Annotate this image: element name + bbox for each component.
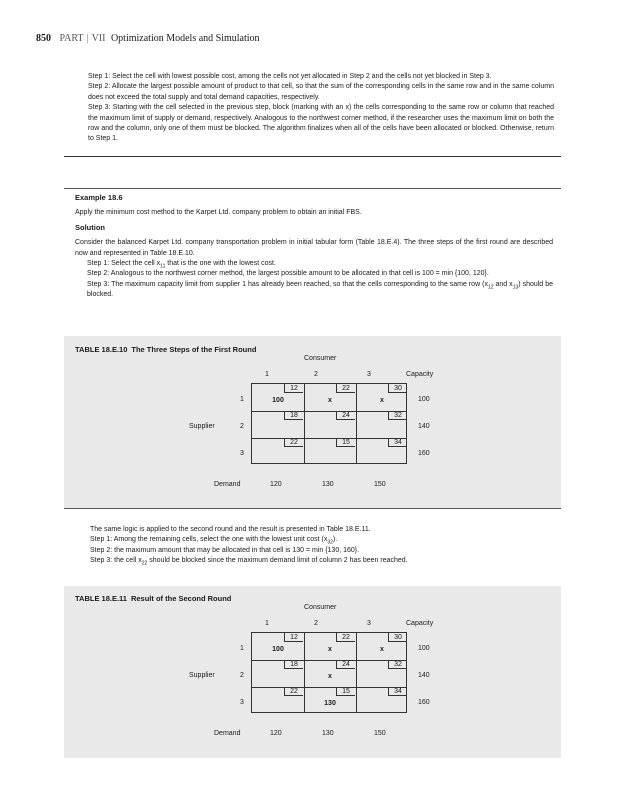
algorithm-step-3: Step 3: Starting with the cell selected in the previous step, block (marking with an x) the cells corresponding to the same row or column that reached the maximum limit of supply or demand, respectively. Analogous to the northwest corner method, if the researcher uses the maximum limit on both the row and the column, only one of them must be blocked. The algorithm finalizes when all of the cells have been allocated or blocked. Otherwise, return to Step 1.: [88, 104, 554, 143]
unit-cost: 12: [284, 384, 303, 393]
second-round-intro: The same logic is applied to the second round and the result is presented in Table 18.E.11.: [90, 526, 371, 533]
unit-cost: 18: [284, 660, 303, 669]
demand-value: 130: [322, 730, 334, 737]
column-header: 2: [314, 371, 318, 378]
demand-value: 130: [322, 481, 334, 488]
grid-row-line: [252, 438, 406, 439]
column-header: 2: [314, 620, 318, 627]
demand-value: 120: [270, 481, 282, 488]
unit-cost: 32: [388, 411, 407, 420]
capacity-value: 160: [418, 699, 430, 706]
demand-value: 150: [374, 481, 386, 488]
algorithm-step-1: Step 1: Select the cell with lowest possible cost, among the cells not yet allocated in Step 2 and the cells not yet blocked in Step 3.: [88, 73, 492, 80]
row-header: 2: [240, 423, 244, 430]
capacity-value: 140: [418, 423, 430, 430]
unit-cost: 15: [336, 438, 355, 447]
demand-value: 120: [270, 730, 282, 737]
header-separator: |: [86, 33, 89, 44]
second-round-step-2: Step 2: the maximum amount that may be allocated in that cell is 130 = min {130, 160}.: [90, 546, 360, 554]
table-18-e-11-caption: TABLE 18.E.11 Result of the Second Round: [75, 594, 232, 603]
cost-grid: [251, 383, 407, 464]
unit-cost: 24: [336, 660, 355, 669]
capacity-value: 160: [418, 450, 430, 457]
section-rule: [64, 156, 561, 157]
allocation-value: 130: [324, 700, 336, 707]
allocation-value: 100: [272, 397, 284, 404]
column-header: 3: [367, 371, 371, 378]
solution-step-2: Step 2: Analogous to the northwest corner method, the largest possible amount to be allocated in that cell is 100 = min {100, 120}.: [87, 270, 489, 278]
demand-value: 150: [374, 730, 386, 737]
example-top-rule: [64, 188, 561, 189]
part-title: Optimization Models and Simulation: [110, 33, 260, 44]
second-round-step-1: Step 1: Among the remaining cells, select the one with the lowest unit cost $(x_{32})$.: [90, 536, 338, 546]
row-header: 2: [240, 672, 244, 679]
unit-cost: 22: [336, 384, 355, 393]
column-header: 1: [265, 620, 269, 627]
example-statement: Apply the minimum cost method to the Karpet Ltd. company problem to obtain an initial FBS.: [75, 209, 362, 217]
solution-intro: Consider the balanced Karpet Ltd. company transportation problem in initial tabular form (Table 18.E.4). The three steps of the first round are described now and represented in Table 18.E.10.: [75, 239, 553, 257]
blocked-cell-mark: x: [380, 397, 384, 404]
capacity-value: 100: [418, 396, 430, 403]
blocked-cell-mark: x: [328, 646, 332, 653]
demand-label: Demand: [214, 481, 241, 488]
part-number: VII: [91, 33, 106, 44]
cost-grid: [251, 632, 407, 713]
demand-label: Demand: [214, 730, 241, 737]
unit-cost: 34: [388, 438, 407, 447]
capacity-value: 140: [418, 672, 430, 679]
column-header: 3: [367, 620, 371, 627]
algorithm-step-2: Step 2: Allocate the largest possible amount of product to that cell, so that the sum of the corresponding cells in the same row and in the same column does not exceed the total supply and total demand capacities, respectively.: [88, 83, 554, 101]
supplier-label: Supplier: [189, 423, 215, 430]
grid-row-line: [252, 660, 406, 661]
page-number: 850: [36, 33, 51, 44]
row-header: 1: [240, 396, 244, 403]
column-header: 1: [265, 371, 269, 378]
unit-cost: 22: [284, 687, 303, 696]
running-header: [36, 33, 260, 44]
row-header: 1: [240, 645, 244, 652]
unit-cost: 30: [388, 384, 407, 393]
second-round-text: [90, 525, 550, 567]
unit-cost: 22: [284, 438, 303, 447]
capacity-label: Capacity: [406, 620, 434, 627]
supplier-label: Supplier: [189, 672, 215, 679]
part-label: PART: [59, 33, 84, 44]
grid-column-line: [304, 633, 305, 712]
example-block: [75, 193, 553, 301]
unit-cost: 24: [336, 411, 355, 420]
transport-table-1: [0, 355, 625, 495]
blocked-cell-mark: x: [328, 397, 332, 404]
blocked-cell-mark: x: [380, 646, 384, 653]
grid-column-line: [356, 384, 357, 463]
row-header: 3: [240, 450, 244, 457]
grid-column-line: [304, 384, 305, 463]
table-18-e-10-caption: TABLE 18.E.10 The Three Steps of the First Round: [75, 345, 257, 354]
unit-cost: 22: [336, 633, 355, 642]
row-header: 3: [240, 699, 244, 706]
allocation-value: 100: [272, 646, 284, 653]
blocked-cell-mark: x: [328, 673, 332, 680]
table-18-e-10-bottom-rule: [64, 508, 561, 509]
algorithm-steps: [88, 72, 554, 145]
transport-table-2: [0, 604, 625, 744]
grid-row-line: [252, 687, 406, 688]
solution-step-3: Step 3: The maximum capacity limit from supplier 1 has already been reached, so that the cells corresponding to the same row ($x_{12}$ and $x_{13}$) should be blocked.: [87, 280, 553, 299]
unit-cost: 34: [388, 687, 407, 696]
capacity-value: 100: [418, 645, 430, 652]
solution-heading: Solution: [75, 222, 105, 232]
unit-cost: 30: [388, 633, 407, 642]
capacity-label: Capacity: [406, 371, 434, 378]
solution-step-1: Step 1: Select the cell $x_{11}$ that is the one with the lowest cost.: [87, 260, 276, 270]
grid-column-line: [356, 633, 357, 712]
unit-cost: 15: [336, 687, 355, 696]
unit-cost: 18: [284, 411, 303, 420]
unit-cost: 32: [388, 660, 407, 669]
grid-row-line: [252, 411, 406, 412]
consumer-label: Consumer: [304, 355, 337, 362]
example-heading: Example 18.6: [75, 193, 123, 202]
unit-cost: 12: [284, 633, 303, 642]
consumer-label: Consumer: [304, 604, 337, 611]
second-round-step-3: Step 3: the cell $x_{22}$ should be blocked since the maximum demand limit of column 2 has been reached.: [90, 557, 408, 567]
